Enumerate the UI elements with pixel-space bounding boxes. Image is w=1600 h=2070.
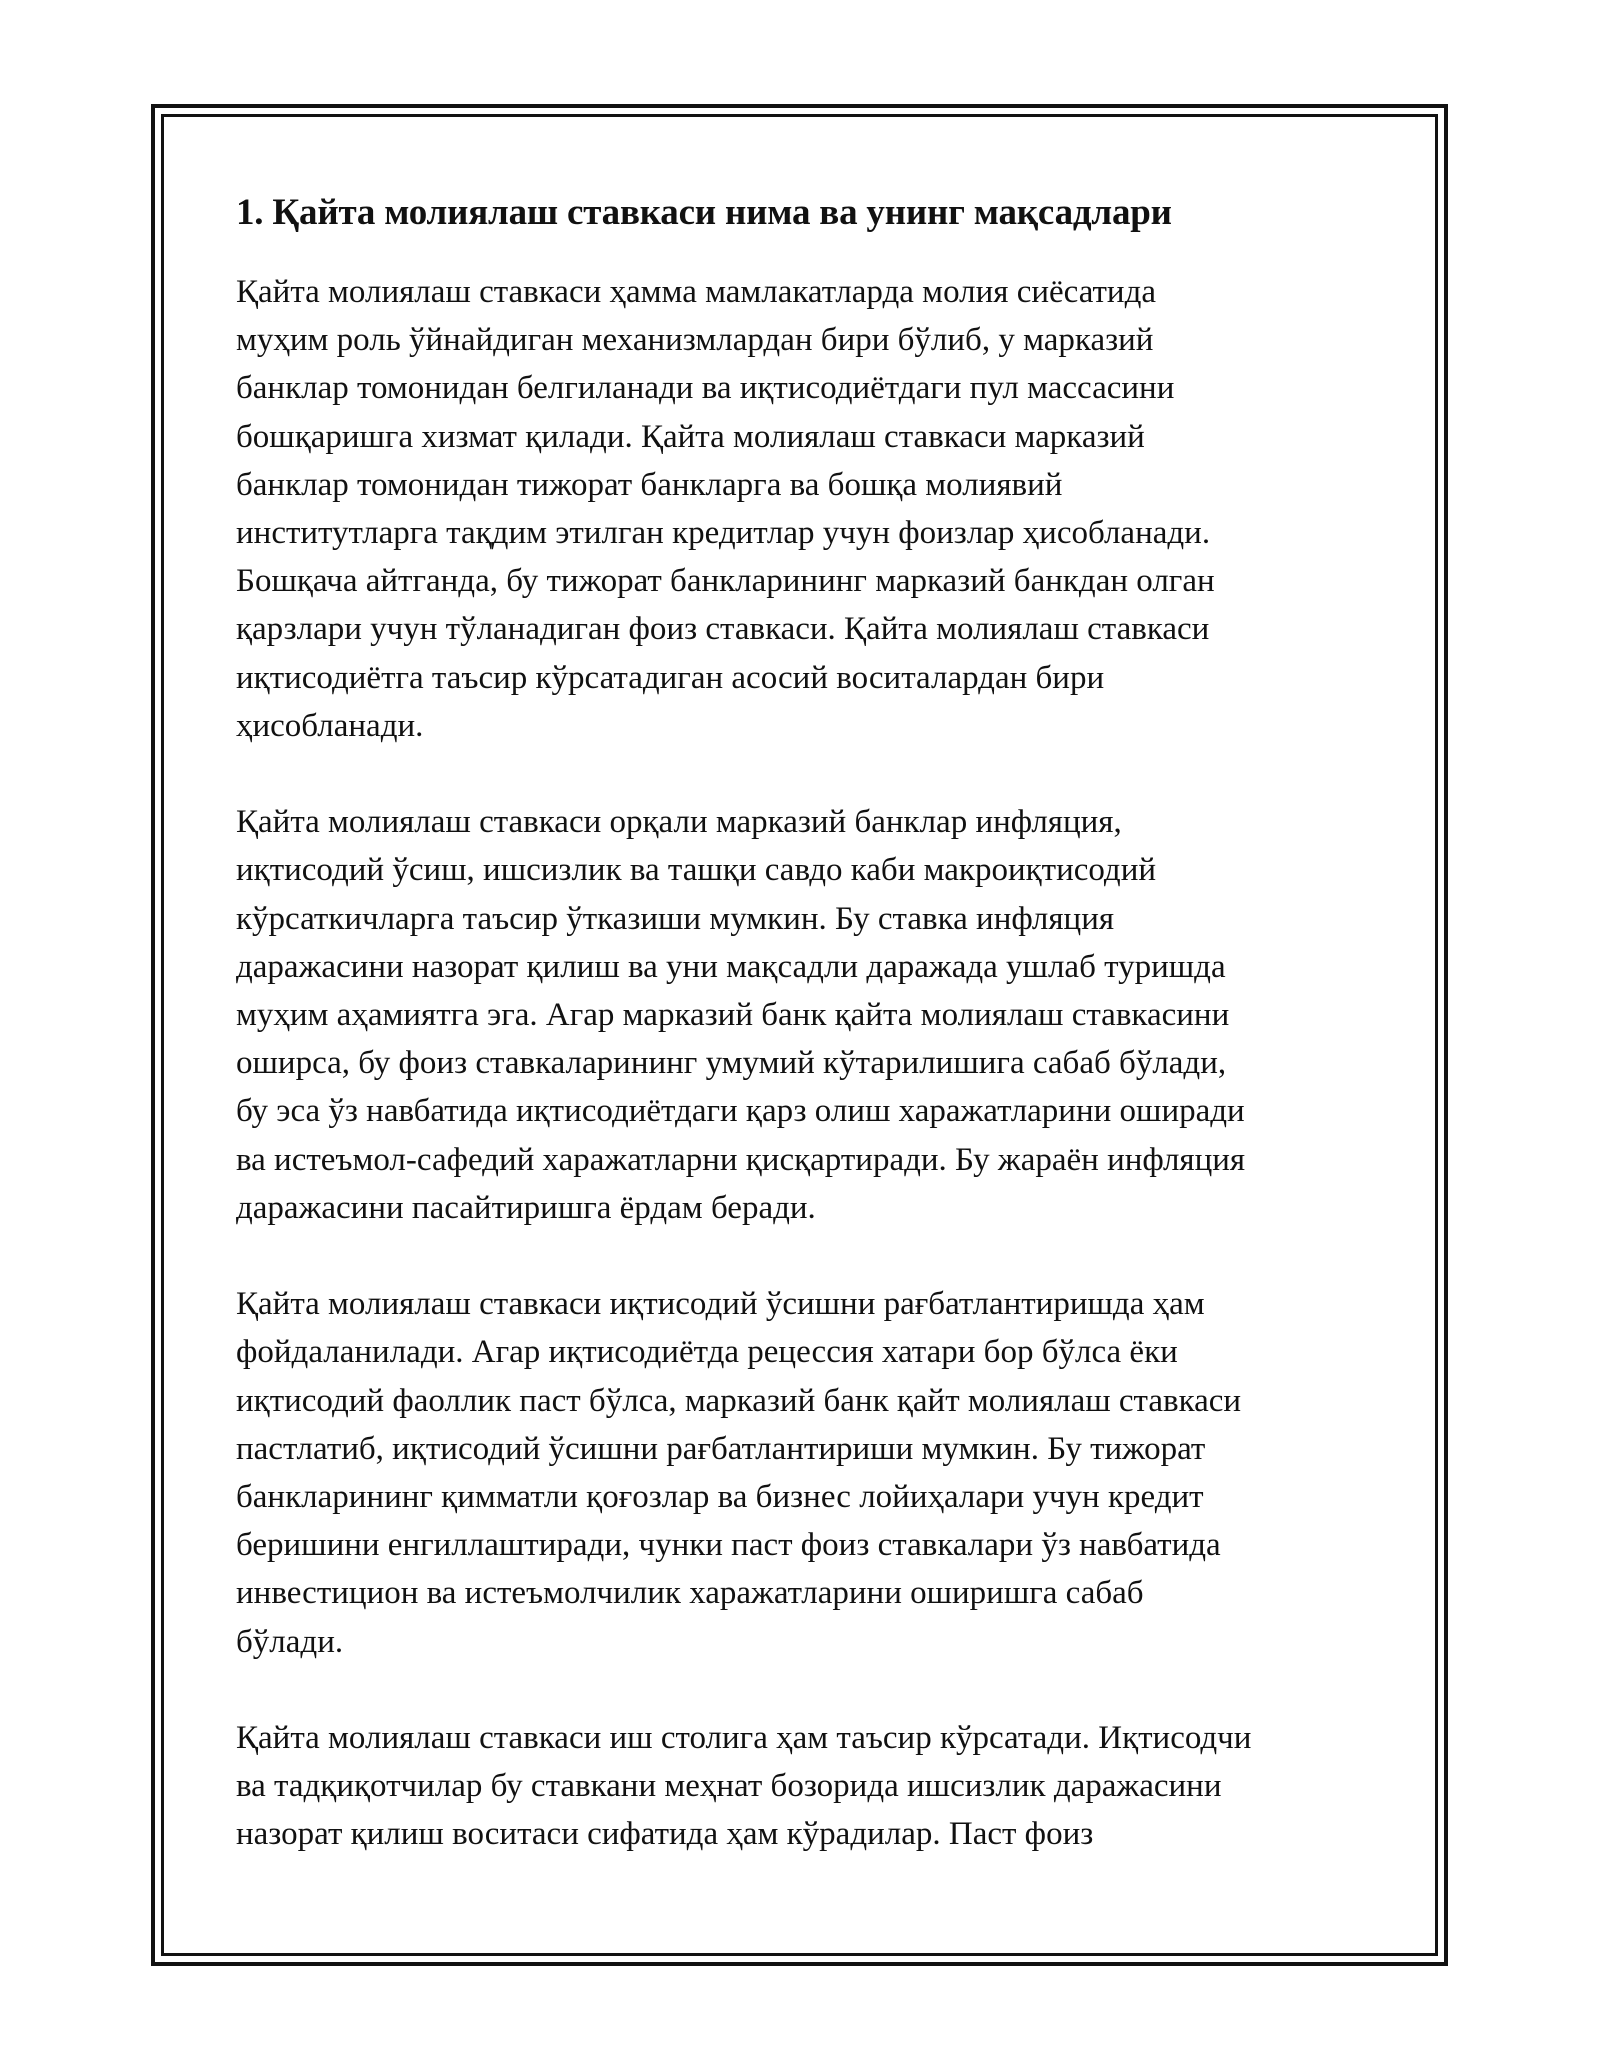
text-line: бошқаришга хизмат қилади. Қайта молиялаш ставкаси марказий [236, 418, 1145, 455]
text-line: банкларининг қимматли қоғозлар ва бизнес лойиҳалари учун кредит [236, 1479, 1204, 1516]
paragraph-1 [236, 268, 1376, 750]
text-line: Қайта молиялаш ставкаси иш столига ҳам таъсир кўрсатади. Иқтисодчи [236, 1720, 1252, 1757]
text-line: оширса, бу фоиз ставкаларининг умумий кўтарилишига сабаб бўлади, [236, 1045, 1227, 1082]
document-body [236, 186, 1376, 1907]
text-line: фойдаланилади. Агар иқтисодиётда рецессия хатари бор бўлса ёки [236, 1334, 1178, 1371]
text-line: ва истеъмол-сафедий харажатларни қисқартиради. Бу жараён инфляция [236, 1141, 1246, 1178]
text-line: ва тадқиқотчилар бу ставкани меҳнат бозорида ишсизлик даражасини [236, 1768, 1222, 1805]
text-line: банклар томонидан белгиланади ва иқтисодиётдаги пул массасини [236, 370, 1175, 407]
text-line: кўрсаткичларга таъсир ўтказиши мумкин. Бу ставка инфляция [236, 900, 1115, 937]
text-line: пастлатиб, иқтисодий ўсишни рағбатлантириши мумкин. Бу тижорат [236, 1430, 1206, 1467]
text-line: Қайта молиялаш ставкаси ҳамма мамлакатларда молия сиёсатида [236, 274, 1157, 310]
text-line: назорат қилиш воситаси сифатида ҳам кўрадилар. Паст фоиз [236, 1816, 1094, 1853]
text-line: муҳим роль ўйнайдиган механизмлардан бири бўлиб, у марказий [236, 322, 1154, 359]
text-line: инвестицион ва истеъмолчилик харажатларини оширишга сабаб [236, 1575, 1144, 1612]
text-line: муҳим аҳамиятга эга. Агар марказий банк қайта молиялаш ставкасини [236, 997, 1230, 1034]
paragraph-2 [236, 798, 1376, 1232]
text-line: бўлади. [236, 1623, 344, 1660]
text-line: даражасини назорат қилиш ва уни мақсадли даражада ушлаб туришда [236, 948, 1226, 985]
section-heading: 1. Қайта молиялаш ставкаси нима ва унинг мақсадлари [236, 192, 1172, 233]
text-line: даражасини пасайтиришга ёрдам беради. [236, 1189, 816, 1226]
text-line: Қайта молиялаш ставкаси иқтисодий ўсишни рағбатлантиришда ҳам [236, 1286, 1205, 1323]
paragraph-3 [236, 1280, 1376, 1666]
text-line: Бошқача айтганда, бу тижорат банкларининг марказий банкдан олган [236, 563, 1215, 600]
text-line: иқтисодиётга таъсир кўрсатадиган асосий воситалардан бири [236, 659, 1105, 696]
text-line: беришини енгиллаштиради, чунки паст фоиз ставкалари ўз навбатида [236, 1527, 1221, 1564]
text-line: Қайта молиялаш ставкаси орқали марказий банклар инфляция, [236, 804, 1122, 841]
text-line: иқтисодий ўсиш, ишсизлик ва ташқи савдо каби макроиқтисодий [236, 852, 1157, 889]
text-line: институтларга тақдим этилган кредитлар учун фоизлар ҳисобланади. [236, 515, 1211, 552]
text-line: иқтисодий фаоллик паст бўлса, марказий банк қайт молиялаш ставкаси [236, 1382, 1242, 1419]
text-line: ҳисобланади. [236, 707, 424, 744]
paragraph-4 [236, 1714, 1376, 1859]
text-line: қарзлари учун тўланадиган фоиз ставкаси. Қайта молиялаш ставкаси [236, 611, 1210, 648]
text-line: бу эса ўз навбатида иқтисодиётдаги қарз олиш харажатларини оширади [236, 1093, 1245, 1130]
text-line: банклар томонидан тижорат банкларга ва бошқа молиявий [236, 466, 1063, 503]
